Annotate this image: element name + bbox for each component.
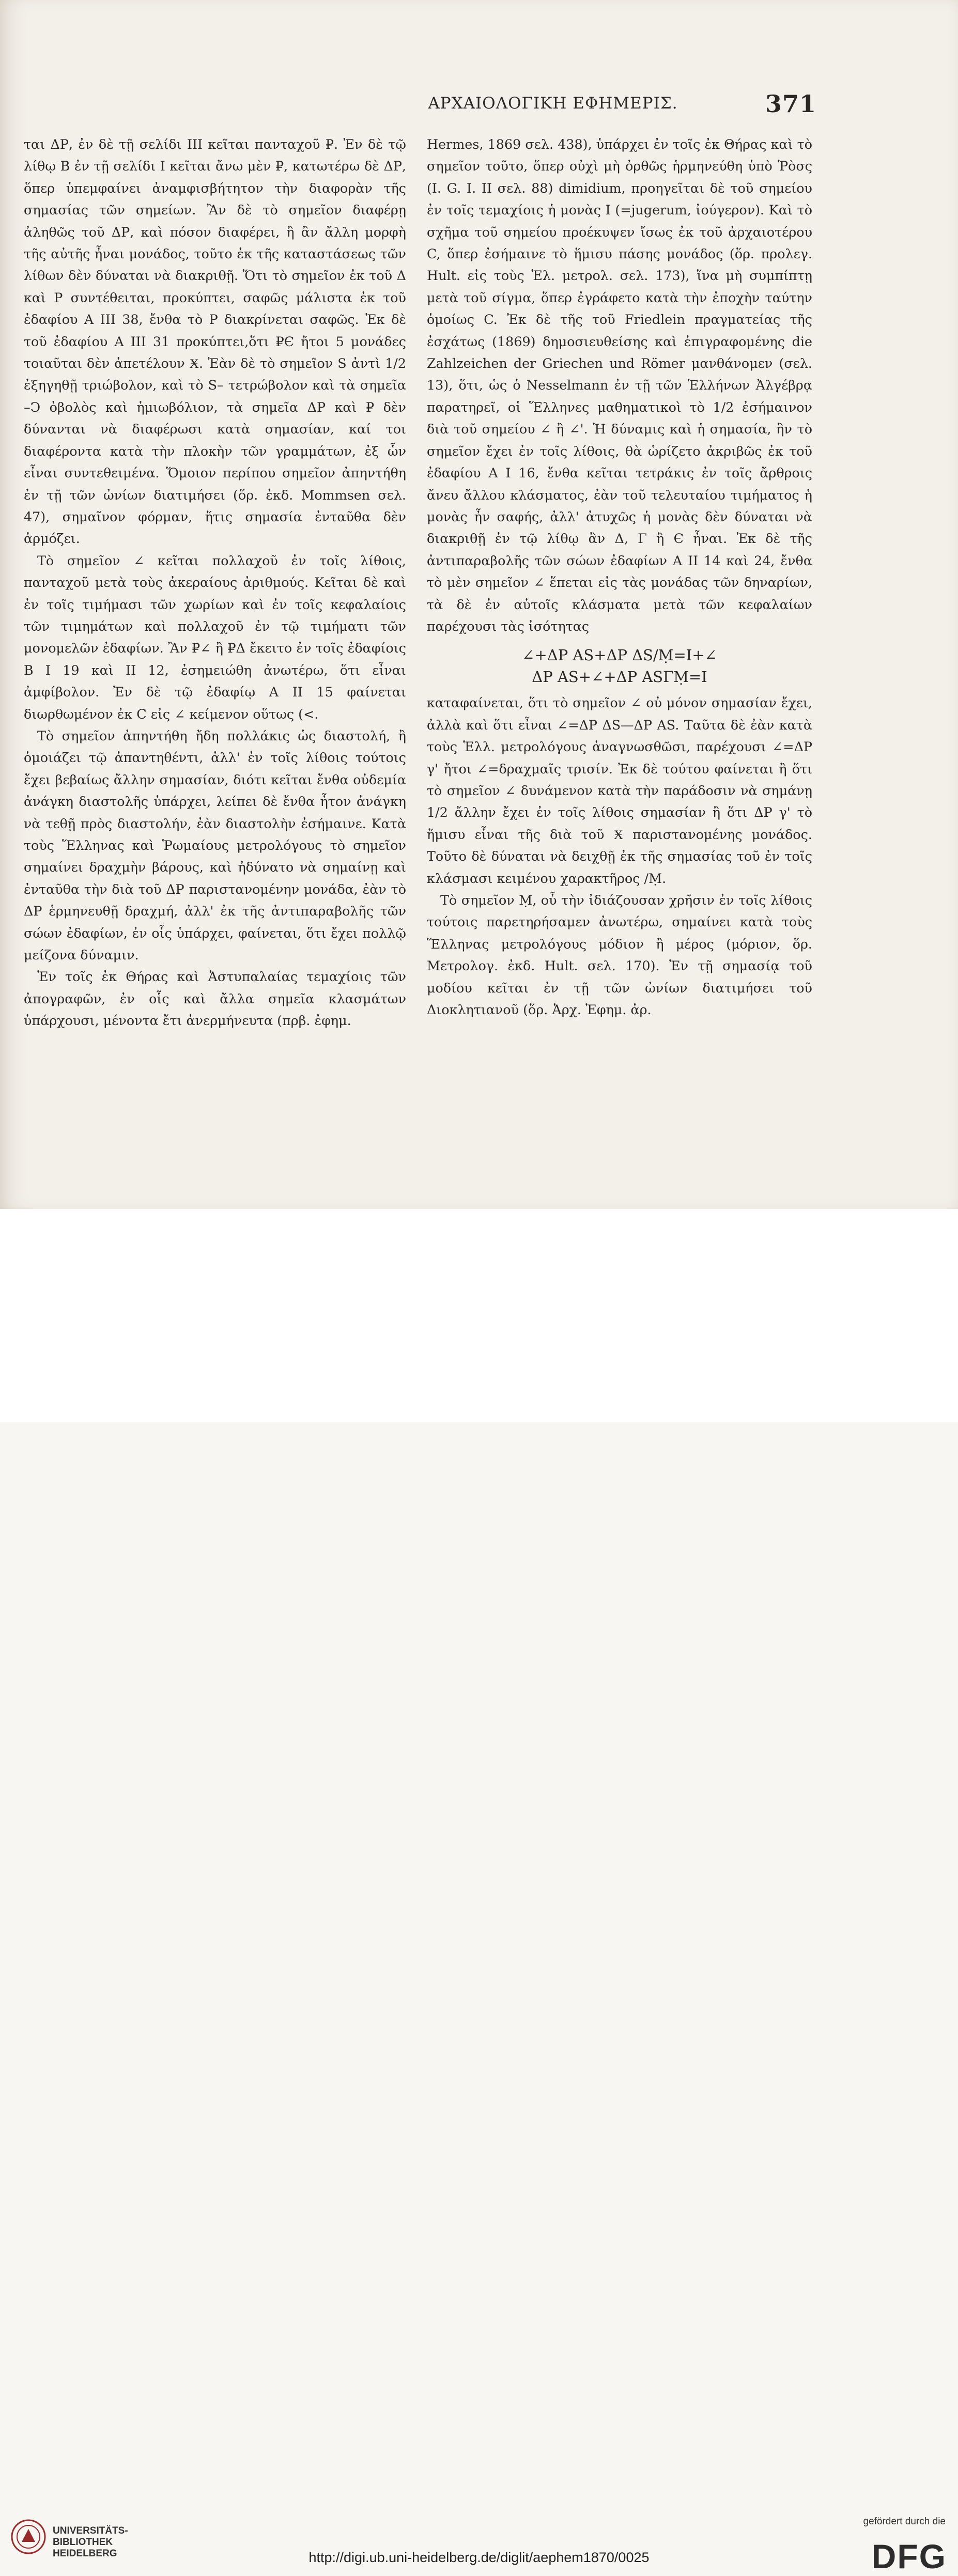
funding-note: gefördert durch die xyxy=(863,2516,946,2527)
permalink-url[interactable]: http://digi.ub.uni-heidelberg.de/diglit/aephem1870/0025 xyxy=(308,2550,650,2565)
journal-title: ΑΡΧΑΙΟΛΟΓΙΚΗ ΕΦΗΜΕΡΙΣ. xyxy=(428,94,678,113)
paragraph: Τὸ σημεῖον ἀπηντήθη ἤδη πολλάκις ὡς διαστολή, ἢ ὁμοιάζει τῷ ἀπαντηθέντι, ἀλλ' ἐν τοῖς λίθοις τούτοις ἔχει βεβαίως ἄλλην σημασίαν, διότι κεῖται ἔνθα οὐδεμία ἀνάγκη διαστολῆς ὑπάρχει, λείπει δὲ ἔνθα ἦτον ἀνάγκη νὰ τεθῇ πρὸς διαστολήν, ἐὰν διαστολὴν ἐσήμαινε. Κατὰ τοὺς Ἕλληνας καὶ Ῥωμαίους μετρολόγους τὸ σημεῖον σημαίνει δραχμὴν βάρους, καὶ ἠδύνατο νὰ σημαίνῃ καὶ ἐνταῦθα τὴν διὰ τοῦ ΔΡ παριστανομένην μονάδα, ἐὰν τὸ ΔΡ ἑρμηνευθῇ δραχμή, ἀλλ' ἐκ τῆς ἀντιπαραβολῆς τῶν σώων ἐδαφίων, ἐν οἷς ὑπάρχει, φαίνεται, ὅτι ἔχει πολλῷ μείζονα δύναμιν. xyxy=(24,727,406,963)
left-column xyxy=(24,133,406,1032)
library-name: UNIVERSITÄTS- BIBLIOTHEK HEIDELBERG xyxy=(53,2525,128,2559)
dfg-logo: DFG xyxy=(871,2537,947,2575)
paragraph: Τὸ σημεῖον Ṃ, οὗ τὴν ἰδιάζουσαν χρῆσιν ἐν τοῖς λίθοις τούτοις παρετηρήσαμεν ἀνωτέρω, σημαίνει κατὰ τοὺς Ἕλληνας μετρολόγους μόδιον ἢ μέρος (μόριον, ὅρ. Μετρολογ. ἐκδ. Hult. σελ. 170). Ἐν τῇ σημασίᾳ τοῦ μοδίου κεῖται ἐν τῇ τῶν ὠνίων διατιμήσει τοῦ Διοκλητιανοῦ (ὅρ. Ἀρχ. Ἐφημ. ἀρ. xyxy=(427,892,812,1018)
equation: ∠+ΔΡ AS+ΔΡ ΔS/Ṃ=I+∠ xyxy=(522,646,717,664)
paragraph: Ἐν τοῖς ἐκ Θήρας καὶ Ἀστυπαλαίας τεμαχίοις τῶν ἀπογραφῶν, ἐν οἷς καὶ ἄλλα σημεῖα κλασμάτων ὑπάρχουσι, μένοντα ἔτι ἀνερμήνευτα (πρβ. ἐφημ. xyxy=(24,969,406,1029)
paragraph: Τὸ σημεῖον ∠ κεῖται πολλαχοῦ ἐν τοῖς λίθοις, πανταχοῦ μετὰ τοὺς ἀκεραίους ἀριθμούς. Κεῖται δὲ καὶ ἐν τοῖς τιμήμασι τῶν χωρίων καὶ ἐν τοῖς κεφαλαίοις τῶν τιμημάτων καὶ πολλαχοῦ ἐν τῷ τιμήματι τῶν μονομελῶν ἐδαφίων. Ἂν ₽∠ ἢ ₽Δ ἔκειτο ἐν τοῖς ἐδαφίοις B I 19 καὶ II 12, ἐσημειώθη ἀνωτέρω, ὅτι εἶναι ἀμφίβολον. Ἐν δὲ τῷ ἐδαφίῳ A II 15 φαίνεται διωρθωμένον ἐκ C εἰς ∠ κείμενον οὕτως (<. xyxy=(24,552,406,722)
digitization-footer xyxy=(0,1209,958,2575)
paragraph: ται ΔΡ, ἐν δὲ τῇ σελίδι III κεῖται πανταχοῦ ₽. Ἐν δὲ τῷ λίθῳ B ἐν τῇ σελίδι I κεῖται ἄνω μὲν ₽, κατωτέρω δὲ ΔΡ, ὅπερ ὑπεμφαίνει ἀναμφισβήτητον τὴν διαφορὰν τῆς σημασίας τῶν σημείων. Ἂν δὲ τὸ σημεῖον διαφέρῃ ἀληθῶς τοῦ ΔΡ, καὶ πόσον διαφέρει, ἢ ἂν ἄλλη μορφὴ τῆς αὐτῆς ἦναι μονάδος, τοῦτο ἐκ τῆς καταστάσεως τῶν λίθων δὲν δύναται νὰ διακριθῇ. Ὅτι τὸ σημεῖον ἐκ τοῦ Δ καὶ Ρ συντέθειται, προκύπτει, σαφῶς μάλιστα ἐκ τοῦ ἐδαφίου A III 38, ἔνθα τὸ Ρ διακρίνεται σαφῶς. Ἐκ δὲ τοῦ ἐδαφίου A III 31 προκύπτει,ὅτι ₽Є ἤτοι 5 μονάδες τοιαῦται δὲν ἀπετέλουν Ӿ. Ἐὰν δὲ τὸ σημεῖον S ἀντὶ 1/2 ἐξηγηθῇ τριώβολον, καὶ τὸ S– τετρώβολον καὶ τὰ σημεῖα –Ͻ ὀβολὸς καὶ ἡμιωβόλιον, τὰ σημεῖα ΔΡ καὶ ₽ δὲν δύνανται νὰ διαφέρωσι κατὰ σημασίαν, καί τοι διαφέροντα κατὰ τὴν πλοκὴν τῶν γραμμάτων, ἐξ ὧν εἶναι συντεθειμένα. Ὅμοιον περίπου σημεῖον ἀπηντήθη ἐν τῇ τῶν ὠνίων διατιμήσει (ὅρ. ἐκδ. Mommsen σελ. 47), σημαῖνον φόρμαν, ἥτις σημασία ἐνταῦθα δὲν ἁρμόζει. xyxy=(24,136,406,547)
scanned-page xyxy=(0,0,958,1209)
equation: ΔΡ AS+∠+ΔΡ ASΓṂ=I xyxy=(532,668,707,686)
equation-block xyxy=(427,644,812,688)
right-column xyxy=(427,133,812,1020)
paragraph: καταφαίνεται, ὅτι τὸ σημεῖον ∠ οὐ μόνον σημασίαν ἔχει, ἀλλὰ καὶ ὅτι εἶναι ∠=ΔΡ ΔS—ΔΡ AS. Ταῦτα δὲ ἐὰν κατὰ τοὺς Ἑλλ. μετρολόγους ἀναγνωσθῶσι, παρέχουσι ∠=ΔΡ γ' ἤτοι ∠=δραχμαῖς τρισίν. Ἐκ δὲ τούτου φαίνεται ἢ ὅτι τὸ σημεῖον ∠ δυνάμενον κατὰ τὴν παράδοσιν νὰ σημάνῃ 1/2 ἄλλην ἔχει ἐν τοῖς λίθοις σημασίαν ἢ ὅτι ΔΡ γ' τὸ ἥμισυ εἶναι τῆς διὰ τοῦ Ӿ παριστανομένης μονάδος. Τοῦτο δὲ δύναται νὰ δειχθῇ ἐκ τῆς σημασίας τοῦ ἐν τοῖς κλάσμασι κειμένου χαρακτῆρος /Ṃ. xyxy=(427,695,812,886)
paragraph: Hermes, 1869 σελ. 438), ὑπάρχει ἐν τοῖς ἐκ Θήρας καὶ τὸ σημεῖον τοῦτο, ὅπερ οὐχὶ μὴ ὀρθῶς ἡρμηνεύθη ὑπὸ Ῥὸσς (I. G. I. II σελ. 88) dimidium, προηγεῖται δὲ τοῦ σημείου ἐν τοῖς τεμαχίοις ἡ μονὰς I (=jugerum, ἰούγερον). Καὶ τὸ σχῆμα τοῦ σημείου προέκυψεν ἴσως ἐκ τοῦ ἀρχαιοτέρου C, ὅπερ ἐσήμαινε τὸ ἥμισυ πάσης μονάδος (ὅρ. προλεγ. Hult. εἰς τοὺς Ἑλ. μετρολ. σελ. 173), ἵνα μὴ συμπίπτῃ μετὰ τοῦ σίγμα, ὅπερ ἐγράφετο κατὰ τὴν ἐποχὴν ταύτην ὁμοίως C. Ἐκ δὲ τῆς τοῦ Friedlein πραγματείας τῆς ἐσχάτως (1869) δημοσιευθείσης καὶ ἐπιγραφομένης die Zahlzeichen der Griechen und Römer μανθάνομεν (σελ. 13), ὅτι, ὡς ὁ Nesselmann ἐν τῇ τῶν Ἑλλήνων Ἀλγέβρᾳ παρατηρεῖ, οἱ Ἕλληνες μαθηματικοὶ τὸ 1/2 ἐσήμαινον διὰ τοῦ σημείου ∠ ἢ ∠'. Ἡ δύναμις καὶ ἡ σημασία, ἣν τὸ σημεῖον ἔχει ἐν τοῖς λίθοις, θὰ ὡρίζετο ἀκριβῶς ἐκ τοῦ ἐδαφίου A I 16, ἔνθα κεῖται τετράκις ἐν τοῖς ἄρθροις ἄνευ ἄλλου κλάσματος, ἐὰν τοῦ τελευταίου τιμήματος ἡ μονὰς ἦν σαφής, ἀλλ' ἀτυχῶς ἡ μονὰς δὲν δύναται νὰ διακριθῇ ἐν τῷ λίθῳ ἂν Δ, Γ ἢ Є ἦναι. Ἐκ δὲ τῆς ἀντιπαραβολῆς τῶν σώων ἐδαφίων A II 14 καὶ 24, ἔνθα τὸ μὲν σημεῖον ∠ ἕπεται εἰς τὰς μονάδας τῶν δηναρίων, τὰ δὲ ἐν αὐτοῖς κλάσματα μετὰ τῶν κεφαλαίων παρέχουσι τὰς ἰσότητας xyxy=(427,136,812,634)
page-number: 371 xyxy=(765,90,816,118)
running-header xyxy=(289,90,816,125)
